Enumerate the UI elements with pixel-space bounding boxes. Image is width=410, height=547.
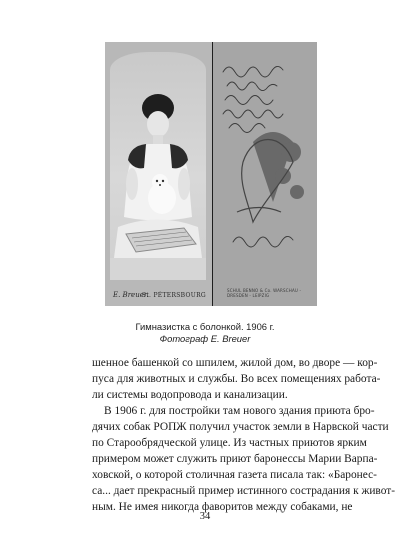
figure-credit: Фотограф Е. Breuer <box>159 333 251 344</box>
text-line: дячих собак РОПЖ получил участок земли в Нарвской части <box>92 421 389 433</box>
photographer-signature: E. Breuer. <box>113 291 149 299</box>
figure-caption: Гимназистка с болонкой. 1906 г. <box>135 321 275 332</box>
portrait-illustration <box>110 52 206 280</box>
text-line: по Старообрядческой улице. Из частных приютов ярким <box>92 437 367 449</box>
archival-photo <box>105 42 317 306</box>
photo-studio-imprint: SCHUL BENNO & Co. WARSCHAU - DRESDEN - LEIPZIG <box>227 288 302 298</box>
photo-window <box>110 52 206 280</box>
text-line: шенное башенкой со шпилем, жилой дом, во дворе — кор- <box>92 357 378 369</box>
photo-city-mark: St. PÉTERSBOURG <box>141 292 206 299</box>
text-line: примером может служить приют баронессы Марии Варпа- <box>92 453 378 465</box>
text-line: ли системы водопровода и канализации. <box>92 389 288 401</box>
body-text <box>92 355 396 515</box>
text-line: В 1906 г. для постройки там нового здания приюта бро- <box>104 405 375 417</box>
page-number: 34 <box>199 511 211 522</box>
photo-front-card <box>105 42 213 306</box>
handwriting-inscription <box>213 42 317 306</box>
text-line: са... дает прекрасный пример истинного сострадания к живот- <box>92 485 396 497</box>
text-line: ным. Не имея никогда фаворитов между собаками, не <box>92 501 353 513</box>
text-line: ховской, о которой столичная газета писала так: «Баронес- <box>92 469 377 481</box>
photo-back-card <box>213 42 317 306</box>
text-line: пуса для животных и службы. Во всех помещениях работа- <box>92 373 381 385</box>
